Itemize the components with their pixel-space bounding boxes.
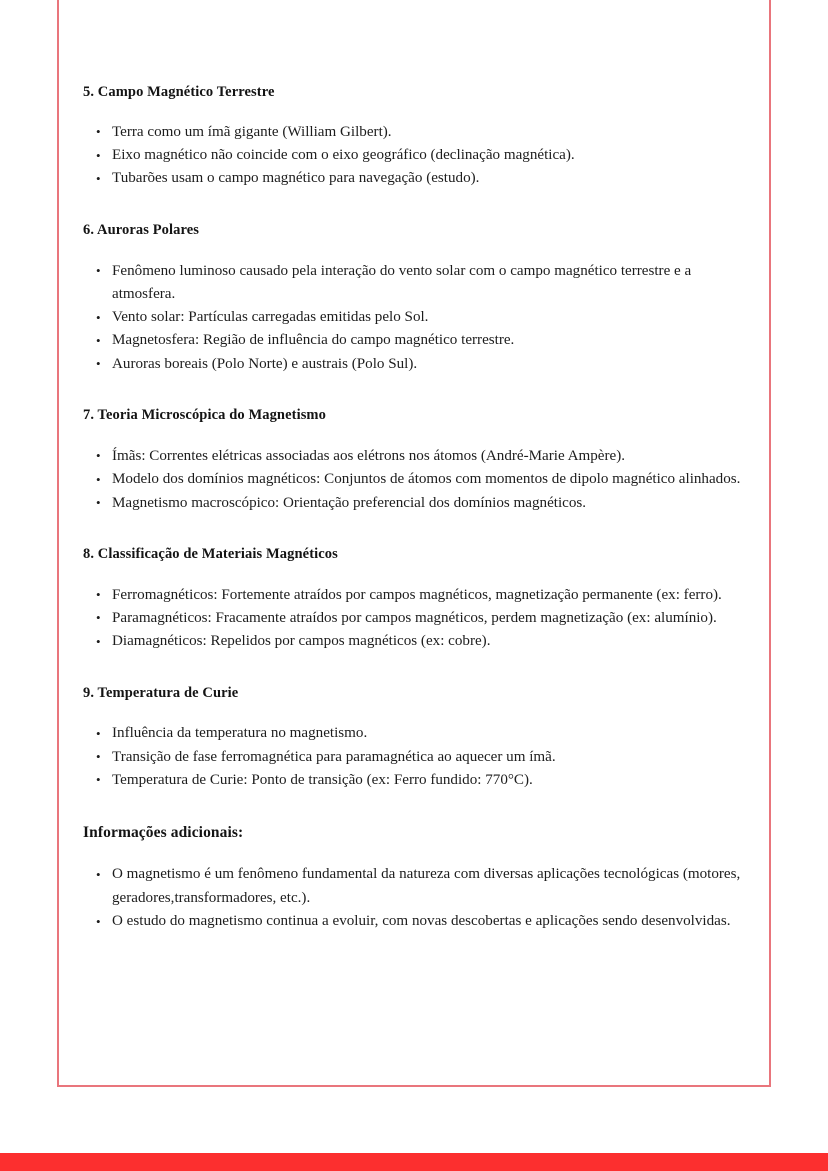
section-informacoes-adicionais bbox=[83, 823, 743, 933]
list-item: • Paramagnéticos: Fracamente atraídos por campos magnéticos, perdem magnetização (ex: alumínio). bbox=[83, 607, 743, 630]
list-item: • Fenômeno luminoso causado pela interação do vento solar com o campo magnético terrestre e a atmosfera. bbox=[83, 260, 743, 307]
list-item: • Temperatura de Curie: Ponto de transição (ex: Ferro fundido: 770°C). bbox=[83, 769, 743, 792]
list-item: • O estudo do magnetismo continua a evoluir, com novas descobertas e aplicações sendo desenvolvidas. bbox=[83, 910, 743, 933]
section-heading: 8. Classificação de Materiais Magnéticos bbox=[83, 545, 338, 562]
list-item: • Ímãs: Correntes elétricas associadas aos elétrons nos átomos (André-Marie Ampère). bbox=[83, 445, 743, 468]
section-classificacao-de-materiais-magneticos bbox=[83, 545, 743, 654]
section-heading: Informações adicionais: bbox=[83, 824, 244, 842]
bullet-list bbox=[83, 863, 743, 933]
list-item: • Vento solar: Partículas carregadas emitidas pelo Sol. bbox=[83, 306, 743, 329]
section-heading: 7. Teoria Microscópica do Magnetismo bbox=[83, 407, 326, 424]
document-content bbox=[83, 0, 743, 933]
list-item: • O magnetismo é um fenômeno fundamental da natureza com diversas aplicações tecnológicas (motores, geradores,transformadores, etc.). bbox=[83, 863, 743, 910]
section-heading: 5. Campo Magnético Terrestre bbox=[83, 84, 275, 100]
list-item: • Ferromagnéticos: Fortemente atraídos por campos magnéticos, magnetização permanente (ex: ferro). bbox=[83, 584, 743, 607]
list-item: • Modelo dos domínios magnéticos: Conjuntos de átomos com momentos de dipolo magnético alinhados. bbox=[83, 468, 743, 491]
section-teoria-microscopica-do-magnetismo bbox=[83, 406, 743, 515]
list-item: • Influência da temperatura no magnetismo. bbox=[83, 722, 743, 745]
bullet-list bbox=[83, 121, 743, 191]
footer-red-band bbox=[0, 1153, 828, 1171]
list-item: • Magnetosfera: Região de influência do campo magnético terrestre. bbox=[83, 329, 743, 352]
list-item: • Eixo magnético não coincide com o eixo geográfico (declinação magnética). bbox=[83, 144, 743, 167]
list-item: • Diamagnéticos: Repelidos por campos magnéticos (ex: cobre). bbox=[83, 630, 743, 653]
list-item: • Magnetismo macroscópico: Orientação preferencial dos domínios magnéticos. bbox=[83, 492, 743, 515]
section-temperatura-de-curie bbox=[83, 684, 743, 793]
bullet-list bbox=[83, 260, 743, 376]
list-item: • Tubarões usam o campo magnético para navegação (estudo). bbox=[83, 167, 743, 190]
list-item: • Terra como um ímã gigante (William Gilbert). bbox=[83, 121, 743, 144]
section-campo-magnetico-terrestre bbox=[83, 83, 743, 191]
bullet-list bbox=[83, 584, 743, 654]
bullet-list bbox=[83, 722, 743, 792]
section-auroras-polares bbox=[83, 221, 743, 376]
bullet-list bbox=[83, 445, 743, 515]
section-heading: 6. Auroras Polares bbox=[83, 221, 200, 238]
list-item: • Auroras boreais (Polo Norte) e austrais (Polo Sul). bbox=[83, 353, 743, 376]
list-item: • Transição de fase ferromagnética para paramagnética ao aquecer um ímã. bbox=[83, 746, 743, 769]
section-heading: 9. Temperatura de Curie bbox=[83, 684, 239, 701]
